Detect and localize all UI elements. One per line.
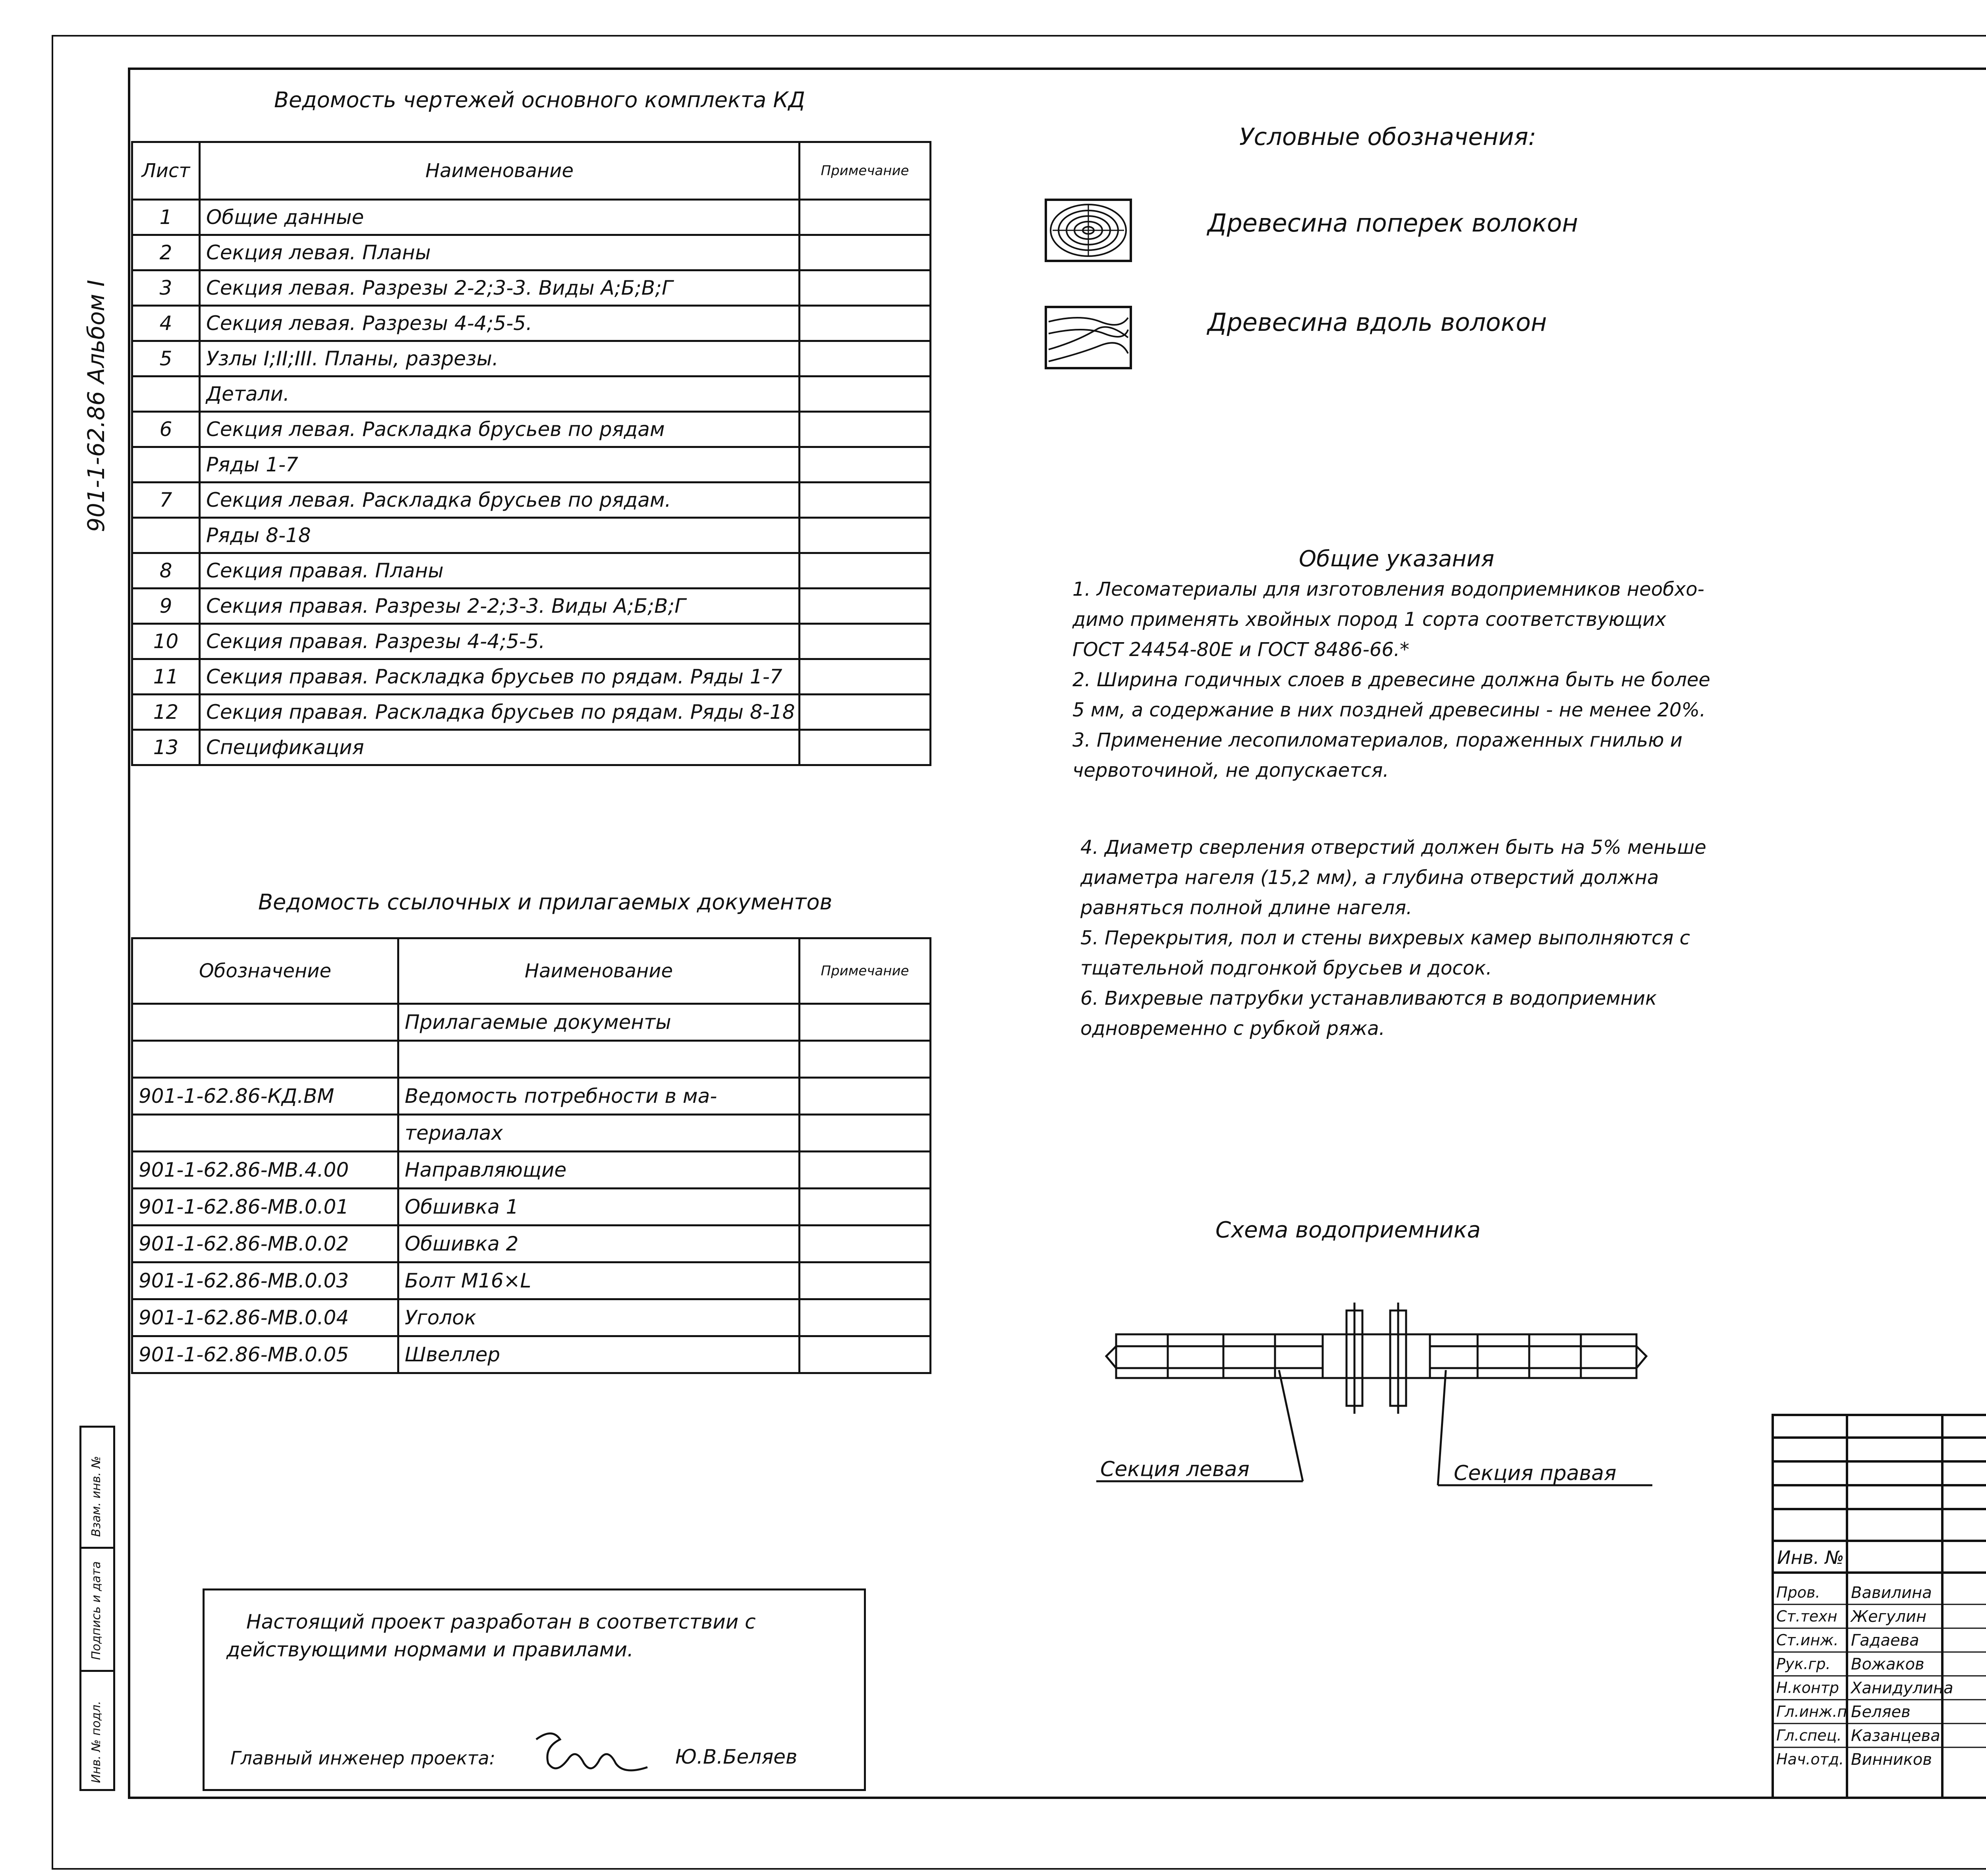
staff-role: Пров. [1776, 1584, 1820, 1601]
general-note-line: димо применять хвойных пород 1 сорта соответствующих [1072, 608, 1666, 631]
table-cell: 1 [132, 200, 200, 235]
staff-role: Ст.инж. [1776, 1631, 1839, 1649]
table-cell: 901-1-62.86-МВ.4.00 [132, 1152, 398, 1189]
legend-item-cross: Древесина поперек волокон [1207, 208, 1578, 237]
compliance-line-1: Настоящий проект разработан в соответствии с [246, 1610, 756, 1633]
table-cell: Секция левая. Планы [200, 235, 800, 270]
table-row [132, 1226, 931, 1262]
table-cell: 9 [132, 589, 200, 624]
table-row [132, 589, 931, 624]
general-note-line: 3. Применение лесопиломатериалов, пораженных гнилью и [1072, 729, 1683, 751]
compliance-line-2: действующими нормами и правилами. [226, 1638, 634, 1661]
table-cell: Обшивка 2 [398, 1226, 800, 1262]
general-note-line: 5 мм, а содержание в них поздней древесины - не менее 20%. [1072, 699, 1706, 721]
table-cell: Секция правая. Разрезы 2-2;3-3. Виды А;Б;В;Г [200, 589, 800, 624]
table-cell [132, 376, 200, 412]
general-note-line: диаметра нагеля (15,2 мм), а глубина отверстий должна [1080, 867, 1659, 889]
table-cell: 4 [132, 306, 200, 341]
legend-item-along: Древесина вдоль волокон [1207, 308, 1547, 337]
table-cell [398, 1041, 800, 1078]
table-row [132, 412, 931, 447]
staff-name: Вавилина [1851, 1584, 1932, 1602]
column-header: Примечание [800, 938, 931, 1004]
table-header-row [132, 142, 931, 200]
table-cell: 12 [132, 695, 200, 730]
drawings-table [131, 141, 931, 766]
table-row [132, 1041, 931, 1078]
table-cell [800, 1189, 931, 1226]
table-row [132, 1115, 931, 1152]
table-cell [800, 553, 931, 589]
table-row [132, 518, 931, 553]
table-row [132, 1262, 931, 1299]
table-row [132, 624, 931, 659]
general-note-line: червоточиной, не допускается. [1072, 759, 1389, 782]
table-row [132, 200, 931, 235]
table-cell: 901-1-62.86-МВ.0.03 [132, 1262, 398, 1299]
table-row [132, 270, 931, 306]
table-cell [132, 447, 200, 483]
table-cell: 3 [132, 270, 200, 306]
table-row [132, 553, 931, 589]
table-cell [800, 341, 931, 376]
table-row [132, 1004, 931, 1041]
staff-name: Ханидулина [1851, 1679, 1953, 1697]
table-cell: Ведомость потребности в ма- [398, 1078, 800, 1115]
table-cell: 901-1-62.86-МВ.0.05 [132, 1336, 398, 1373]
table-cell [800, 1336, 931, 1373]
table-cell: Уголок [398, 1299, 800, 1336]
strip-label-vzam: Взам. инв. № [89, 1456, 103, 1537]
column-header: Наименование [200, 142, 800, 200]
table-cell [800, 589, 931, 624]
general-note-line: 6. Вихревые патрубки устанавливаются в водоприемник [1080, 987, 1657, 1009]
table-cell [800, 659, 931, 695]
table-cell [800, 1152, 931, 1189]
staff-role: Ст.техн [1776, 1608, 1837, 1625]
table-cell: Ряды 8-18 [200, 518, 800, 553]
table-cell: Ряды 1-7 [200, 447, 800, 483]
staff-role: Н.контр [1776, 1679, 1839, 1697]
strip-label-sign: Подпись и дата [89, 1561, 103, 1660]
table-cell: 13 [132, 730, 200, 765]
table-cell: 5 [132, 341, 200, 376]
staff-role: Рук.гр. [1776, 1655, 1831, 1673]
table-cell [132, 1004, 398, 1041]
general-note-line: 4. Диаметр сверления отверстий должен быть на 5% меньше [1080, 836, 1706, 859]
table-cell: Узлы I;II;III. Планы, разрезы. [200, 341, 800, 376]
table-cell: Направляющие [398, 1152, 800, 1189]
table-cell [800, 235, 931, 270]
staff-role: Гл.спец. [1776, 1727, 1842, 1744]
table-row [132, 483, 931, 518]
table-cell: 8 [132, 553, 200, 589]
table-cell [800, 1262, 931, 1299]
table-cell: Секция левая. Раскладка брусьев по рядам. [200, 483, 800, 518]
table-cell: 10 [132, 624, 200, 659]
table-cell [800, 447, 931, 483]
staff-role: Нач.отд. [1776, 1751, 1844, 1768]
table-header-row [132, 938, 931, 1004]
staff-role: Гл.инж.п [1776, 1703, 1847, 1720]
table-cell: Швеллер [398, 1336, 800, 1373]
scheme-title: Схема водоприемника [1215, 1217, 1481, 1243]
general-note-line: 2. Ширина годичных слоев в древесине должна быть не более [1072, 669, 1710, 691]
wood-along-grain-icon [1045, 306, 1132, 369]
inv-number-label: Инв. № [1777, 1547, 1844, 1568]
table-cell: 2 [132, 235, 200, 270]
staff-name: Винников [1851, 1751, 1932, 1769]
general-note-line: равняться полной длине нагеля. [1080, 897, 1412, 919]
staff-name: Беляев [1851, 1703, 1911, 1721]
table-cell: Детали. [200, 376, 800, 412]
scheme-right-label: Секция правая [1454, 1461, 1617, 1485]
table-cell: 6 [132, 412, 200, 447]
table-row [132, 1152, 931, 1189]
table-cell: Секция правая. Раскладка брусьев по рядам. Ряды 8-18 [200, 695, 800, 730]
column-header: Наименование [398, 938, 800, 1004]
table-cell: 7 [132, 483, 200, 518]
staff-name: Казанцева [1851, 1727, 1940, 1745]
table-cell: Общие данные [200, 200, 800, 235]
column-header: Примечание [800, 142, 931, 200]
engineer-signature [528, 1724, 655, 1783]
drawings-list-title: Ведомость чертежей основного комплекта КД [274, 87, 805, 112]
table-cell [800, 1115, 931, 1152]
table-row [132, 1336, 931, 1373]
table-cell: Секция левая. Разрезы 2-2;3-3. Виды А;Б;В;Г [200, 270, 800, 306]
general-note-line: одновременно с рубкой ряжа. [1080, 1017, 1385, 1040]
table-cell: 901-1-62.86-МВ.0.01 [132, 1189, 398, 1226]
title-block [1772, 1414, 1986, 1799]
column-header: Обозначение [132, 938, 398, 1004]
references-list-title: Ведомость ссылочных и прилагаемых документов [258, 890, 833, 915]
table-row [132, 730, 931, 765]
table-row [132, 695, 931, 730]
table-cell [800, 1299, 931, 1336]
album-side-label: 901-1-62.86 Альбом I [83, 280, 110, 532]
table-cell [800, 624, 931, 659]
scheme-left-label: Секция левая [1100, 1457, 1250, 1481]
table-cell [800, 483, 931, 518]
table-row [132, 1189, 931, 1226]
table-cell [132, 518, 200, 553]
table-cell: Обшивка 1 [398, 1189, 800, 1226]
table-cell [800, 412, 931, 447]
table-cell: Секция левая. Раскладка брусьев по рядам [200, 412, 800, 447]
table-row [132, 1078, 931, 1115]
column-header: Лист [132, 142, 200, 200]
table-cell: Секция правая. Раскладка брусьев по рядам. Ряды 1-7 [200, 659, 800, 695]
table-cell: териалах [398, 1115, 800, 1152]
general-note-line: тщательной подгонкой брусьев и досок. [1080, 957, 1492, 979]
table-cell [800, 1226, 931, 1262]
table-row [132, 659, 931, 695]
table-cell: Спецификация [200, 730, 800, 765]
table-row [132, 376, 931, 412]
general-note-line: 5. Перекрытия, пол и стены вихревых камер выполняются с [1080, 927, 1690, 949]
engineer-name: Ю.В.Беляев [675, 1745, 798, 1768]
engineer-label: Главный инженер проекта: [230, 1747, 496, 1769]
references-table [131, 937, 931, 1374]
table-row [132, 235, 931, 270]
table-cell [800, 200, 931, 235]
table-cell: 11 [132, 659, 200, 695]
table-cell [800, 1078, 931, 1115]
table-cell [132, 1041, 398, 1078]
table-cell [800, 730, 931, 765]
strip-label-inv: Инв. № подл. [89, 1701, 103, 1783]
general-note-line: 1. Лесоматериалы для изготовления водоприемников необхо- [1072, 578, 1704, 600]
table-cell [800, 1041, 931, 1078]
table-cell [800, 518, 931, 553]
table-row [132, 447, 931, 483]
table-cell: Болт М16×L [398, 1262, 800, 1299]
general-note-line: ГОСТ 24454-80Е и ГОСТ 8486-66.* [1072, 639, 1410, 661]
staff-name: Гадаева [1851, 1631, 1919, 1650]
table-cell [800, 376, 931, 412]
table-row [132, 306, 931, 341]
table-row [132, 341, 931, 376]
table-cell [800, 695, 931, 730]
staff-name: Жегулин [1851, 1608, 1927, 1626]
table-cell: Секция правая. Планы [200, 553, 800, 589]
table-cell: Прилагаемые документы [398, 1004, 800, 1041]
general-notes-title: Общие указания [1299, 546, 1495, 572]
table-cell [800, 270, 931, 306]
table-row [132, 1299, 931, 1336]
table-cell: Секция правая. Разрезы 4-4;5-5. [200, 624, 800, 659]
table-cell: Секция левая. Разрезы 4-4;5-5. [200, 306, 800, 341]
table-cell: 901-1-62.86-МВ.0.04 [132, 1299, 398, 1336]
table-cell [800, 306, 931, 341]
table-cell [132, 1115, 398, 1152]
legend-title: Условные обозначения: [1239, 123, 1536, 151]
table-cell: 901-1-62.86-КД.ВМ [132, 1078, 398, 1115]
staff-name: Вожаков [1851, 1655, 1924, 1673]
wood-cross-grain-icon [1045, 199, 1132, 262]
table-cell: 901-1-62.86-МВ.0.02 [132, 1226, 398, 1262]
table-cell [800, 1004, 931, 1041]
